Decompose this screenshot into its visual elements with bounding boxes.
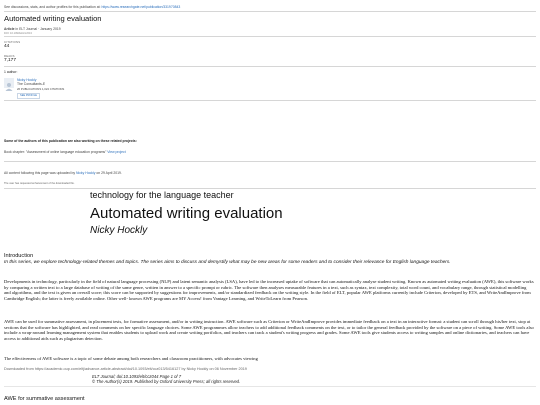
reads-label: READS (4, 54, 15, 58)
paragraph-3: The effectiveness of AWE software is a topic of some debate among both researchers and classroom practitioners, with advocates viewing (4, 356, 258, 361)
article-type: Article (4, 27, 15, 31)
divider (4, 11, 536, 12)
article-author: Nicky Hockly (90, 225, 148, 236)
citations-label: CITATIONS (4, 40, 21, 44)
user-icon (4, 81, 14, 91)
author-counts: 26 PUBLICATIONS 1,024 CITATIONS (17, 87, 65, 92)
article-title: Automated writing evaluation (90, 205, 283, 222)
authors-count: 1 author: (4, 70, 18, 74)
related-heading: Some of the authors of this publication are also working on these related projects: (4, 139, 137, 143)
uploaded-text: All content following this page was uploaded by (4, 171, 77, 175)
download-line: Downloaded from https://academic.oup.com/eltj/advance-article-abstract/doi/10.1093/elt/ccz013/5416127 by Nicky Hockly on 06 November 2019 (4, 367, 247, 371)
cover-title: Automated writing evaluation (4, 14, 102, 23)
doi: DOI: 10.1093/elt/ccz013 (4, 32, 32, 35)
author-name-link[interactable]: Nicky Hockly (17, 78, 37, 82)
footer-copyright: © The Author(s) 2019. Published by Oxford University Press; all rights reserved. (92, 379, 241, 384)
citations-stat (4, 40, 44, 50)
uploaded-note (4, 171, 122, 175)
view-project-link[interactable]: View project (107, 150, 126, 154)
intro-heading: Introduction (4, 253, 34, 259)
divider (4, 188, 536, 189)
uploaded-date: on 29 April 2019. (95, 171, 122, 175)
author-card (17, 78, 64, 92)
top-notice-text: See discussions, stats, and author profiles for this publication at: (4, 5, 102, 9)
footer-journal: ELT Journal; doi:10.1093/elt/ccz044 Page 1 of 7 (92, 374, 182, 379)
page-break (4, 386, 536, 387)
see-profile-button[interactable]: SEE PROFILE (17, 93, 40, 99)
related-project (4, 150, 126, 154)
article-meta (4, 27, 61, 31)
divider (4, 66, 536, 67)
publication-link[interactable]: https://www.researchgate.net/publication/331970843 (101, 5, 181, 9)
related-project-text: Book chapter: "Assessment of online language education programs" (4, 150, 108, 154)
reads-stat (4, 54, 44, 64)
divider (4, 36, 536, 37)
reads-value: 7,177 (4, 58, 17, 63)
paragraph-1: Developments in technology, particularly in the field of natural language processing (NLP) and latent semantic analysis (LSA), have led to the increased uptake of software that can automatically analyse student writing. Known as automated writing evaluation (AWE), this software works by comparing a written text to a large database of writing of the same genre, written in answer to a specific prompt or rubric. The software then analyses measurable features in a text, such as syntax, text complexity, total word count, and vocabulary range, through statistical modelling and algorithms, and the text is given an overall score; this score can be supported by suggestions for improvements, and/or standardized feedback on the writing style. In the field of ELT, popular AWE platforms currently include Criterion, developed by ETS, and WriteAndImprove from Cambridge English; the latter is freely available online. Other well- known AWE programs are MY Access! from Vantage Learning, and WriteToLearn from Pearson. (4, 279, 534, 301)
citations-value: 44 (4, 44, 10, 49)
enhancement-note: The user has requested enhancement of the downloaded file. (4, 182, 75, 185)
uploader-link[interactable]: Nicky Hockly (76, 171, 96, 175)
intro-italic: In this series, we explore technology-related themes and topics. The series aims to discuss and demystify what may be new areas for some readers and to consider their relevance for English language teachers. (4, 260, 451, 265)
paragraph-2: AWE can be used for summative assessment, in placement tests, for formative assessment, and/or in writing instruction. AWE software such as Criterion or WriteAndImprove provides immediate feedback on a text in an interactive format: a student can scroll through his/her text, stop at sections that the software has highlighted, and read comments on her specific language choices. Some AWE programmes allow teachers to add additional feedback comments on the text, or to tailor the general feedback provided by the software on a piece of writing. Some AWE tools also include a wrap-around learning management system that enables students to upload work and create writing portfolios, and teachers can track a student's writing progress and grades. Some AWE tools give students access to writing samples and online dictionaries, and teachers can have access to additional aids such as plagiarism detection. (4, 319, 534, 341)
top-notice (4, 5, 334, 9)
divider (4, 100, 536, 101)
series-heading: technology for the language teacher (90, 190, 234, 200)
next-heading: AWE for summative assessment (4, 396, 85, 402)
author-affiliation: The Consultants-E (17, 82, 46, 87)
author-avatar (4, 78, 14, 88)
divider (4, 161, 536, 162)
article-journal: in ELT Journal · January 2019 (14, 27, 61, 31)
